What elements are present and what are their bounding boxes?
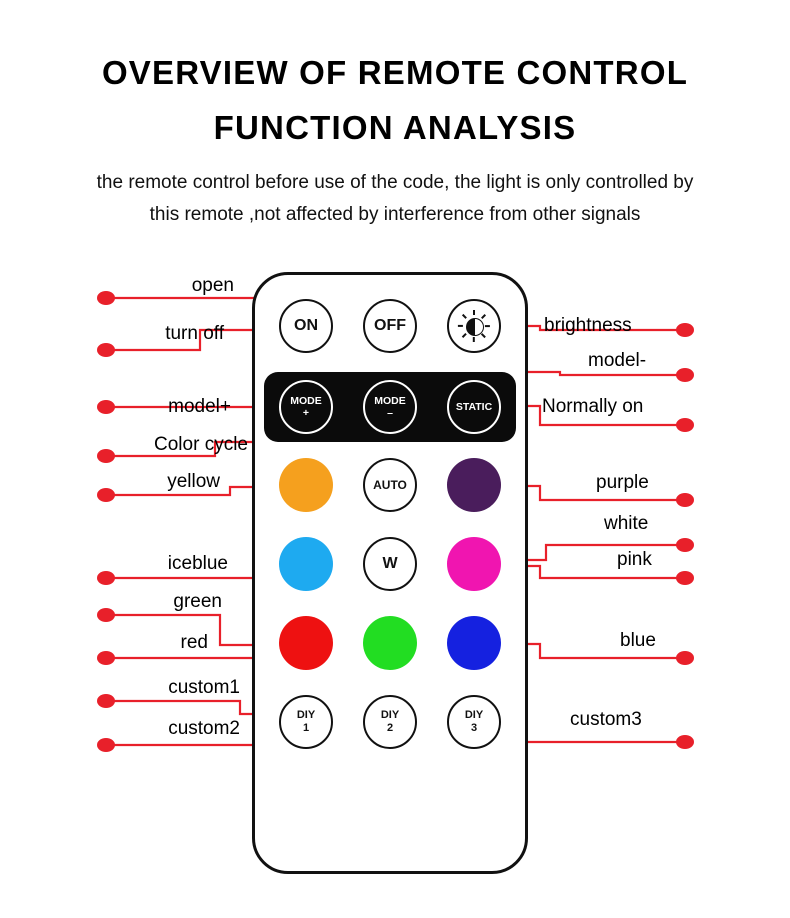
callout-pink: pink xyxy=(617,549,652,570)
callout-custom2: custom2 xyxy=(168,718,240,739)
callout-brightness: brightness xyxy=(544,315,632,336)
button-color-purple[interactable] xyxy=(447,458,501,512)
button-mode-minus[interactable]: MODE – xyxy=(363,380,417,434)
button-color-white[interactable]: W xyxy=(363,537,417,591)
button-color-yellow[interactable] xyxy=(279,458,333,512)
button-brightness[interactable] xyxy=(447,299,501,353)
callout-yellow: yellow xyxy=(167,471,220,492)
button-color-pink[interactable] xyxy=(447,537,501,591)
button-auto[interactable]: AUTO xyxy=(363,458,417,512)
callout-green: green xyxy=(173,591,222,612)
callout-custom1: custom1 xyxy=(168,677,240,698)
button-mode-plus[interactable]: MODE + xyxy=(279,380,333,434)
page-title-line-2: FUNCTION ANALYSIS xyxy=(213,109,577,146)
button-static[interactable]: STATIC xyxy=(447,380,501,434)
button-on[interactable]: ON xyxy=(279,299,333,353)
button-color-blue[interactable] xyxy=(447,616,501,670)
callout-blue: blue xyxy=(620,630,656,651)
page-subtitle-line-1: the remote control before use of the code, the light is only controlled by xyxy=(96,172,694,193)
button-off[interactable]: OFF xyxy=(363,299,417,353)
button-color-green[interactable] xyxy=(363,616,417,670)
callout-purple: purple xyxy=(596,472,649,493)
button-color-iceblue[interactable] xyxy=(279,537,333,591)
callout-model-minus: model- xyxy=(588,350,647,371)
callout-iceblue: iceblue xyxy=(167,553,228,574)
brightness-icon xyxy=(459,311,489,341)
callout-open: open xyxy=(191,275,234,296)
page-subtitle-line-2: this remote ,not affected by interference from other signals xyxy=(149,204,641,225)
button-color-red[interactable] xyxy=(279,616,333,670)
callout-custom3: custom3 xyxy=(570,709,642,730)
button-diy3[interactable]: DIY 3 xyxy=(447,695,501,749)
button-diy1[interactable]: DIY 1 xyxy=(279,695,333,749)
callout-model-plus: model+ xyxy=(168,396,231,417)
button-diy2[interactable]: DIY 2 xyxy=(363,695,417,749)
callout-color-cycle: Color cycle xyxy=(154,434,248,455)
page-title-line-1: OVERVIEW OF REMOTE CONTROL xyxy=(101,54,689,91)
callout-normally-on: Normally on xyxy=(542,396,644,417)
callout-red: red xyxy=(180,632,208,653)
callout-turn-off: turn off xyxy=(165,323,224,344)
callout-white: white xyxy=(604,513,649,534)
